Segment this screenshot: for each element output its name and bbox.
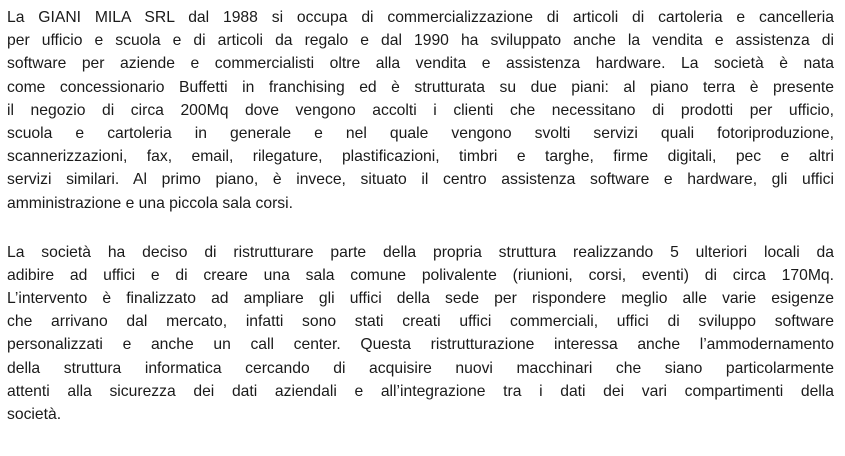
text-line: La GIANI MILA SRL dal 1988 si occupa di commercializzazione di articoli di cartoleria e cancelleria (7, 9, 834, 26)
text-line: attenti alla sicurezza dei dati aziendali e all’integrazione tra i dati dei vari compartimenti della (7, 382, 834, 400)
text-line: personalizzati e anche un call center. Questa ristrutturazione interessa anche l’ammodernamento (7, 336, 834, 354)
text-line: il negozio di circa 200Mq dove vengono accolti i clienti che necessitano di prodotti per ufficio, (7, 101, 834, 119)
text-line: della struttura informatica cercando di acquisire nuovi macchinari che siano particolarmente (7, 359, 834, 377)
text-line: scannerizzazioni, fax, email, rilegature, plastificazioni, timbri e targhe, firme digitali, pec e altri (7, 148, 834, 166)
paragraph-spacer (7, 215, 834, 241)
paragraph-company-history (7, 6, 834, 215)
text-line: servizi similari. Al primo piano, è invece, situato il centro assistenza software e hardware, gli uffici (7, 171, 834, 189)
text-line: società. (7, 406, 62, 423)
text-line: per ufficio e scuola e di articoli da regalo e dal 1990 ha sviluppato anche la vendita e assistenza di (7, 32, 834, 50)
text-line: come concessionario Buffetti in franchising ed è strutturata su due piani: al piano terra è presente (7, 78, 834, 96)
text-line: La società ha deciso di ristrutturare parte della propria struttura realizzando 5 ulteriori locali da (7, 243, 834, 261)
text-line: che arrivano dal mercato, infatti sono stati creati uffici commerciali, uffici di sviluppo software (7, 313, 834, 331)
text-line: adibire ad uffici e di creare una sala comune polivalente (riunioni, corsi, eventi) di circa 170Mq. (7, 266, 834, 284)
text-line: amministrazione e una piccola sala corsi. (7, 194, 293, 212)
text-line: software per aziende e commercialisti oltre alla vendita e assistenza hardware. La società è nata (7, 55, 834, 73)
text-line: L’intervento è finalizzato ad ampliare gli uffici della sede per rispondere meglio alle varie esigenze (7, 290, 834, 308)
text-line: scuola e cartoleria in generale e nel quale vengono svolti servizi quali fotoriproduzione, (7, 124, 834, 142)
paragraph-renovation (7, 241, 834, 427)
